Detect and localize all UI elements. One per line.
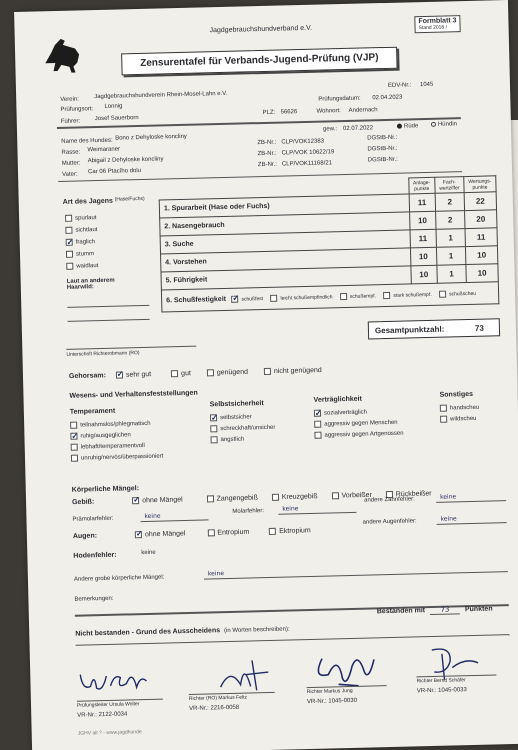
- formblatt-label: Formblatt 3: [418, 17, 457, 26]
- score-row: 5. Führigkeit 10 1 10: [161, 264, 498, 290]
- sonst-option[interactable]: wildscheu: [440, 414, 480, 426]
- vertrag-option[interactable]: ✓sozialverträglich: [314, 407, 403, 420]
- gebiss-checkbox[interactable]: [331, 492, 338, 499]
- head-punkte: Anlage-punkte: [408, 177, 435, 194]
- checkbox[interactable]: [65, 215, 72, 222]
- vater-zb-value: CLP/VOK11168/21: [281, 160, 333, 168]
- signature-block-3: Richter Markus Jung VR-Nr.: 1045-0030: [307, 685, 387, 705]
- gesamt-value: 73: [474, 323, 484, 333]
- zahn-label: andere Zahnfehler:: [364, 496, 415, 504]
- checkbox[interactable]: [66, 263, 73, 270]
- selbst-title: Selbstsicherheit: [209, 400, 264, 409]
- mutter-label: Mutter:: [61, 160, 81, 167]
- richterobmann-label: Unterschrift Richterobmann (RO): [66, 350, 140, 358]
- bestanden-row: Bestanden mit 73 Punkten: [376, 605, 493, 616]
- nicht-bestanden-row: Nicht bestanden - Grund des Ausscheidens (in Worten beschreiben):: [75, 626, 290, 638]
- praemolar-value: keine: [144, 512, 161, 520]
- grobe-value: keine: [207, 570, 225, 578]
- schuss-checkbox[interactable]: [439, 291, 446, 298]
- jagen-option-fraglich[interactable]: ✓fraglich: [66, 236, 98, 249]
- ruede-option[interactable]: Rüde: [397, 123, 418, 130]
- schuss-row: 6. Schußfestigkeit ✓ schußfest leicht schußempfindlich schußempf. stark schußempf. schußscheu: [161, 282, 498, 312]
- gesamt-label: Gesamtpunktzahl:: [374, 324, 445, 336]
- wohnort-label: Wohnort:: [316, 108, 341, 115]
- augen-checkbox[interactable]: [207, 529, 214, 536]
- verein-label: Verein:: [60, 96, 79, 103]
- vater-value: Car 06 Ptacího dolu: [87, 167, 142, 176]
- gesamt-box: [368, 318, 500, 339]
- vertrag-option[interactable]: aggressiv gegen Menschen: [314, 418, 403, 431]
- dgstb-label-3: DGStB-Nr.:: [367, 156, 398, 164]
- gebiss-checkbox-checked[interactable]: [132, 497, 139, 504]
- koerper-title: Körperliche Mängel:: [71, 485, 140, 494]
- gehorsam-checkbox-checked[interactable]: [116, 371, 123, 378]
- sonst-option[interactable]: handscheu: [440, 403, 480, 415]
- laut-label: Laut an anderem Haarwild:: [66, 277, 115, 291]
- augenf-value: keine: [440, 515, 457, 523]
- wohnort-value: Andernach: [348, 107, 378, 114]
- jghv-horse-logo: [41, 32, 86, 77]
- signature-richter-ro: [210, 656, 281, 694]
- selbst-option[interactable]: ängstlich: [210, 434, 275, 447]
- gebiss-checkbox[interactable]: [272, 494, 279, 501]
- signature-pruefungsleiter: [76, 665, 167, 697]
- dgstb-label-2: DGStB-Nr.:: [367, 145, 398, 153]
- score-row: 3. Suche 11 1 11: [160, 228, 497, 254]
- gew-value: 02.07.2022: [342, 125, 374, 133]
- bestanden-value: 73: [430, 605, 460, 615]
- selbst-option[interactable]: ✓selbstsicher: [210, 412, 275, 425]
- gehorsam-checkbox[interactable]: [207, 369, 214, 376]
- vertrag-title: Verträglichkeit: [313, 395, 362, 404]
- datum-label: Prüfungsdatum:: [318, 95, 361, 103]
- selbst-option[interactable]: schreckhaft/unsicher: [210, 423, 275, 436]
- schuss-checkbox[interactable]: [383, 292, 390, 299]
- score-row: 2. Nasengebrauch 10 2 20: [160, 210, 497, 236]
- formblatt-box: [414, 15, 461, 33]
- zahn-value: keine: [439, 493, 457, 501]
- sonst-title: Sonstiges: [439, 390, 474, 399]
- vater-zb-label: ZB-Nr.:: [257, 161, 277, 169]
- bemerk-label: Bemerkungen:: [74, 595, 114, 603]
- fuehrer-label: Führer:: [60, 118, 81, 125]
- temperament-option[interactable]: unruhig/nervös/überpassioniert: [71, 452, 164, 465]
- jagen-title: Art des Jagens: [62, 197, 113, 206]
- augen-row: Augen: ✓ ohne Mängel Entropium Ektropium: [73, 527, 311, 540]
- augen-checkbox[interactable]: [269, 528, 276, 535]
- mutter-zb-label: ZB-Nr.:: [257, 150, 277, 158]
- temperament-option[interactable]: teilnahmslos/phlegmatisch: [70, 419, 163, 432]
- dgstb-label-1: DGStB-Nr.:: [367, 134, 398, 142]
- score-row: 4. Vorstehen 10 1 10: [161, 246, 498, 272]
- vertrag-options: [314, 407, 404, 442]
- plz-value: 56626: [280, 109, 298, 116]
- jagen-hint: (Hase/Fuchs): [114, 195, 145, 203]
- grobe-label: Andere grobe körperliche Mängel:: [73, 574, 165, 583]
- gehorsam-checkbox[interactable]: [171, 370, 178, 377]
- molar-label: Molarfehler:: [232, 508, 265, 515]
- selbst-options: [210, 412, 276, 447]
- temperament-title: Temperament: [69, 407, 116, 416]
- praemolar-label: Prämolarfehler:: [72, 515, 114, 523]
- temperament-option[interactable]: ✓ruhig/ausgeglichen: [70, 430, 163, 443]
- jagen-options: [65, 212, 98, 273]
- title-box: [121, 47, 397, 76]
- head-wertung: Wertungs-punkte: [464, 176, 496, 193]
- gew-label: gew.:: [322, 126, 338, 133]
- page-title: Zensurentafel für Verbands-Jugend-Prüfung (VJP): [140, 52, 379, 69]
- ort-value: Lonnig: [104, 103, 123, 110]
- zb-value: CLP/VOK12383: [281, 138, 325, 146]
- zb-label: ZB-Nr.:: [257, 139, 277, 147]
- signature-block-4: Richter Bernd Schäfer VR-Nr.: 1045-0033: [416, 674, 496, 694]
- plz-label: PLZ:: [262, 109, 276, 116]
- ort-label: Prüfungsort:: [60, 106, 94, 113]
- augenf-label: andere Augenfehler:: [362, 518, 417, 526]
- jagen-option-waidlaut[interactable]: waidlaut: [66, 260, 98, 273]
- dog-name-value: Bono z Dehyloske koncliny: [115, 133, 187, 142]
- vertrag-option[interactable]: aggressiv gegen Artgenossen: [314, 429, 403, 442]
- hoden-value: keine: [141, 549, 156, 557]
- verein-value: Jagdgebrauchshundverein Rhein-Mosel-Lahn e.V.: [94, 90, 228, 101]
- gebiss-row: Gebiß: ✓ ohne Mängel Zangengebiß Kreuzgebiß Vorbeißer Rückbeißer: [72, 490, 432, 506]
- form-sheet: [14, 0, 518, 750]
- wesen-title: Wesens- und Verhaltensfeststellungen: [69, 389, 198, 400]
- fuehrer-value: Josef Sauerborn: [94, 115, 139, 123]
- edv-label: EDV-Nr.:: [387, 82, 412, 89]
- rasse-label: Rasse:: [61, 149, 81, 156]
- temperament-option[interactable]: lebhaft/temperamentvoll: [71, 441, 164, 454]
- gehorsam-row: Gehorsam: ✓ sehr gut gut genügend nicht genügend: [69, 367, 322, 381]
- temperament-options: [70, 419, 163, 465]
- checkbox[interactable]: [65, 227, 72, 234]
- schuss-label: 6. Schußfestigkeit: [166, 295, 227, 305]
- edv-value: 1045: [419, 81, 434, 89]
- gehorsam-checkbox[interactable]: [264, 368, 271, 375]
- schuss-checkbox-checked[interactable]: [231, 296, 238, 303]
- schuss-checkbox[interactable]: [270, 295, 277, 302]
- hoden-label: Hodenfehler:: [73, 551, 117, 560]
- augen-checkbox-checked[interactable]: [135, 531, 142, 538]
- dog-name-label: Name des Hundes:: [61, 137, 113, 145]
- org-name: Jagdgebrauchshundverband e.V.: [209, 24, 313, 35]
- jagen-option-spurlaut[interactable]: spurlaut: [65, 212, 97, 225]
- signature-block-2: Richter (RO) Markus Feltz VR-Nr.: 2216-0058: [189, 692, 275, 712]
- sonst-options: [440, 403, 480, 426]
- datum-value: 02.04.2023: [372, 94, 403, 102]
- head-faktor: Fach-wertziffer: [435, 177, 465, 194]
- checkbox-checked[interactable]: [66, 239, 73, 246]
- rasse-value: Weimaraner: [87, 146, 121, 154]
- huendin-option[interactable]: Hündin: [431, 121, 457, 128]
- signature-block-1: Prüfungsleiter Ursula Wolter VR-Nr.: 2122-0034: [77, 699, 163, 719]
- jagen-option-stumm[interactable]: stumm: [66, 248, 98, 261]
- jagen-option-sichtlaut[interactable]: sichtlaut: [65, 224, 97, 237]
- score-table: [158, 175, 499, 312]
- score-row: 1. Spurarbeit (Hase oder Fuchs) 11 2 22: [159, 192, 496, 218]
- gehorsam-label: Gehorsam:: [68, 372, 107, 381]
- gebiss-checkbox[interactable]: [207, 495, 214, 502]
- mutter-value: Abigail z Dehyloske koncliny: [87, 156, 164, 165]
- checkbox[interactable]: [66, 251, 73, 258]
- footer-text: JGHV alt ? - www.jagdhunde: [77, 729, 142, 737]
- stand-label: Stand 2018 /: [418, 24, 448, 32]
- mutter-zb-value: CLP/VOK 10622/19: [281, 149, 335, 157]
- schuss-checkbox[interactable]: [340, 293, 347, 300]
- molar-value: keine: [282, 505, 299, 513]
- vater-label: Vater:: [61, 171, 78, 178]
